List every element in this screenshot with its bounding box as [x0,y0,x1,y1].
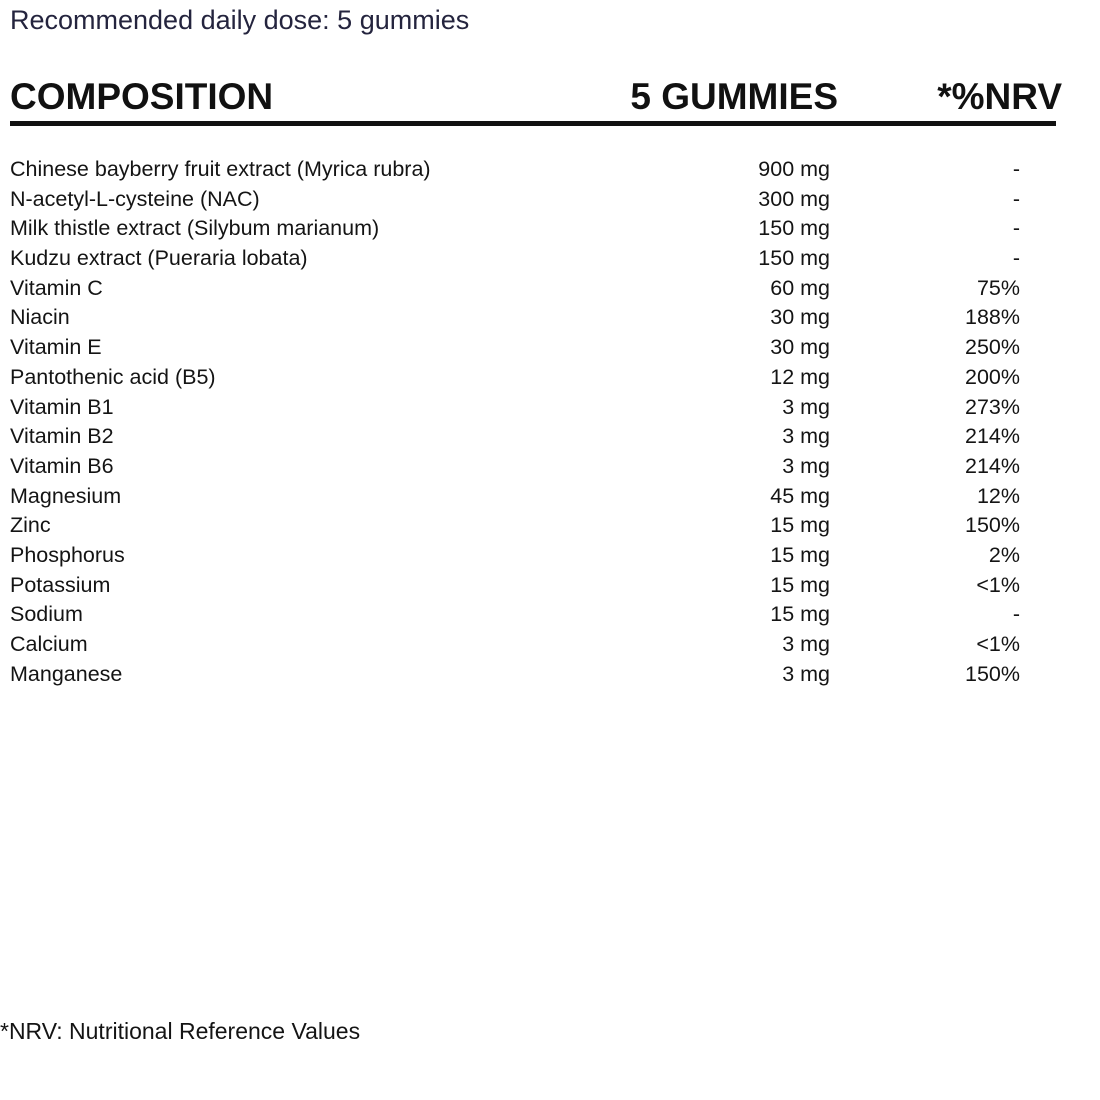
ingredient-nrv: 250% [965,335,1020,360]
ingredient-name: Vitamin B6 [10,453,114,478]
ingredient-nrv: - [1012,157,1020,181]
ingredient-name: Chinese bayberry fruit extract (Myrica rubra) [10,157,431,181]
header-amount: 5 GUMMIES [630,76,838,117]
table-row [10,422,1030,452]
ingredient-amount: 12 mg [770,364,830,389]
header-divider [10,121,1056,126]
table-row [10,393,1030,423]
ingredient-nrv: 214% [965,424,1020,449]
ingredient-nrv: 214% [965,453,1020,478]
ingredient-name: Phosphorus [10,542,125,567]
ingredient-amount: 30 mg [770,335,830,360]
ingredient-amount: 15 mg [770,542,830,567]
ingredient-amount: 30 mg [770,305,830,330]
table-row [10,600,1030,630]
ingredient-nrv: - [1012,186,1020,211]
ingredient-amount: 3 mg [782,632,830,656]
ingredient-name: N-acetyl-L-cysteine (NAC) [10,186,260,211]
ingredient-nrv: <1% [976,632,1020,656]
ingredient-name: Kudzu extract (Pueraria lobata) [10,246,308,271]
ingredient-nrv: 12% [976,483,1020,508]
table-row [10,244,1030,274]
ingredient-amount: 3 mg [782,661,830,686]
ingredient-amount: 60 mg [770,275,830,300]
recommended-dose-text: Recommended daily dose: 5 gummies [10,5,470,35]
ingredient-name: Milk thistle extract (Silybum marianum) [10,216,380,241]
ingredient-amount: 3 mg [782,394,830,419]
ingredient-nrv: 188% [965,305,1020,330]
ingredient-nrv: - [1012,246,1020,271]
ingredient-name: Sodium [10,602,83,627]
ingredient-amount: 15 mg [770,513,830,538]
ingredient-name: Manganese [10,661,123,686]
ingredient-amount: 150 mg [758,246,830,271]
ingredient-amount: 150 mg [758,216,830,241]
ingredient-name: Potassium [10,572,111,597]
table-row [10,482,1030,512]
table-row [10,303,1030,333]
ingredient-amount: 45 mg [770,483,830,508]
table-row [10,155,1030,185]
ingredient-name: Niacin [10,305,70,330]
ingredient-name: Calcium [10,632,88,656]
ingredient-amount: 15 mg [770,572,830,597]
ingredient-name: Zinc [10,513,51,538]
header-nrv: *%NRV [937,76,1062,117]
ingredient-nrv: <1% [976,572,1020,597]
table-row [10,571,1030,601]
table-header [10,72,1070,124]
ingredient-amount: 900 mg [758,157,830,181]
ingredient-nrv: 200% [965,364,1020,389]
ingredient-nrv: 75% [976,275,1020,300]
table-row [10,660,1030,690]
ingredient-name: Vitamin B2 [10,424,114,449]
composition-table [10,155,1030,689]
table-row [10,363,1030,393]
ingredient-amount: 3 mg [782,424,830,449]
table-row [10,541,1030,571]
ingredient-nrv: 150% [965,513,1020,538]
table-row [10,185,1030,215]
ingredient-nrv: 2% [988,542,1020,567]
table-row [10,452,1030,482]
ingredient-nrv: 273% [965,394,1020,419]
ingredient-name: Magnesium [10,483,122,508]
ingredient-name: Vitamin B1 [10,394,114,419]
table-row [10,333,1030,363]
table-row [10,274,1030,304]
table-row [10,214,1030,244]
ingredient-name: Pantothenic acid (B5) [10,364,216,389]
nrv-footnote: *NRV: Nutritional Reference Values [0,1018,361,1044]
ingredient-nrv: - [1012,216,1020,241]
ingredient-name: Vitamin C [10,275,103,300]
ingredient-amount: 15 mg [770,602,830,627]
header-composition: COMPOSITION [10,76,274,117]
ingredient-name: Vitamin E [10,335,102,360]
ingredient-amount: 300 mg [758,186,830,211]
ingredient-amount: 3 mg [782,453,830,478]
table-row [10,511,1030,541]
ingredient-nrv: - [1012,602,1020,627]
table-row [10,630,1030,660]
ingredient-nrv: 150% [965,661,1020,686]
